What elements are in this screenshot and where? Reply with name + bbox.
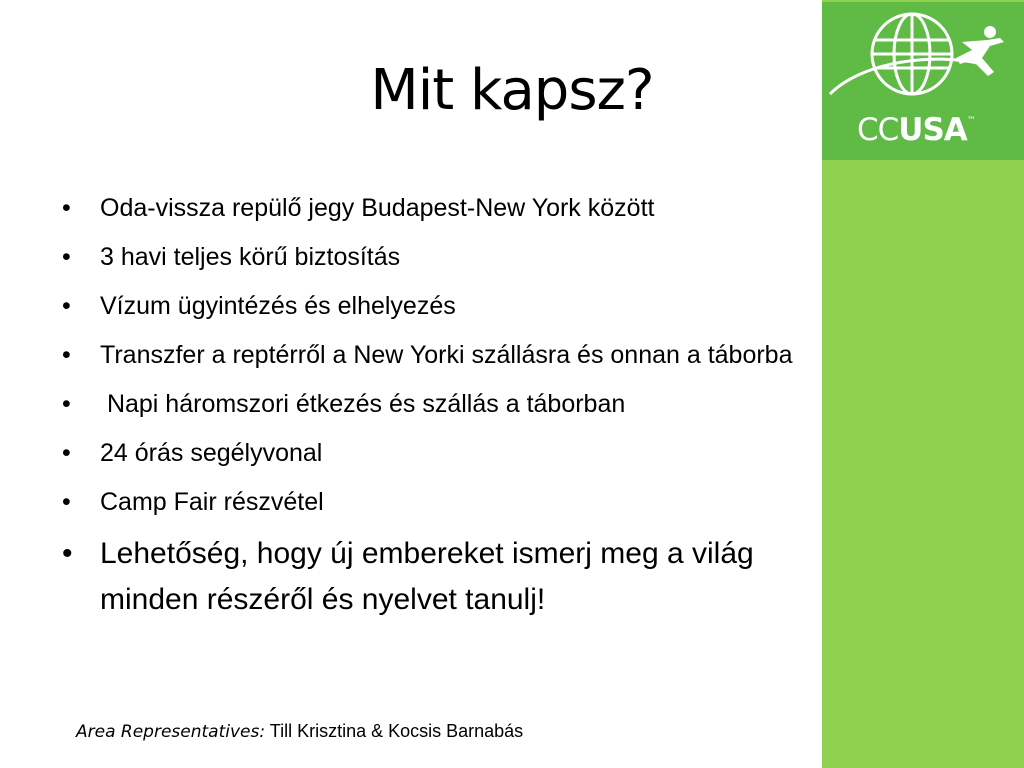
logo-trademark: ™: [966, 116, 975, 126]
bullet-text: 3 havi teljes körű biztosítás: [100, 243, 401, 271]
bullet-dot: •: [62, 488, 71, 516]
bullet-dot: •: [62, 390, 71, 418]
bullet-dot: •: [62, 292, 71, 320]
bullet-item: [60, 188, 820, 228]
bullet-dot: •: [62, 341, 71, 369]
bullet-text: Transzfer a reptérről a New Yorki szállásra és onnan a táborba: [100, 341, 793, 369]
bullet-item: [60, 384, 820, 424]
logo-text-bold: USA: [898, 112, 967, 148]
footer-names: Till Krisztina & Kocsis Barnabás: [265, 721, 524, 741]
bullet-item: [60, 286, 820, 326]
bullet-text: Camp Fair részvétel: [100, 488, 324, 516]
bullet-dot: •: [62, 439, 71, 467]
bullet-item: [60, 433, 820, 473]
bullet-item: [60, 482, 820, 522]
bullet-dot: •: [62, 194, 71, 222]
footer-label: Area Representatives:: [76, 722, 266, 742]
bullet-list: [60, 188, 820, 632]
bullet-text: 24 órás segélyvonal: [100, 439, 323, 467]
bullet-text: Lehetőség, hogy új embereket ismerj meg a világ minden részéről és nyelvet tanulj!: [100, 537, 754, 616]
logo-text-light: CC: [857, 112, 899, 148]
footer: [76, 721, 523, 742]
bullet-dot: •: [62, 243, 71, 271]
bullet-dot: •: [62, 537, 73, 570]
bullet-item: [60, 237, 820, 277]
slide-title: Mit kapsz?: [370, 58, 654, 123]
bullet-item: [60, 531, 820, 623]
bullet-item: [60, 335, 820, 375]
bullet-text: Vízum ügyintézés és elhelyezés: [100, 292, 456, 320]
bullet-text: Oda-vissza repülő jegy Budapest-New York között: [100, 194, 655, 222]
bullet-text: Napi háromszori étkezés és szállás a táborban: [100, 390, 626, 418]
